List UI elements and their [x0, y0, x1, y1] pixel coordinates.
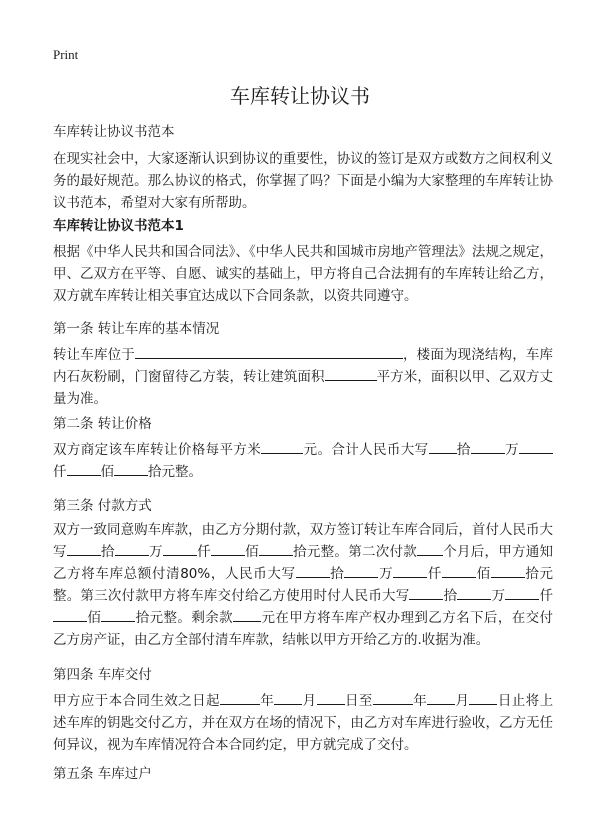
unit-bai: 佰: [100, 464, 114, 480]
blank: [491, 563, 525, 578]
blank: [457, 585, 491, 600]
unit-shi: 拾: [443, 588, 458, 604]
unit-wan: 万: [148, 544, 163, 560]
blank-unit-price: [261, 439, 303, 454]
article-1-text-3: 平方米，面积以甲、乙双方丈量为准。: [53, 369, 554, 407]
unit-bai: 佰: [244, 544, 259, 560]
article-2-text-1: 双方商定该车库转让价格每平方米: [53, 442, 262, 458]
unit-end: 拾元整。: [53, 566, 554, 604]
unit-shi: 拾: [456, 442, 471, 458]
sample-heading: 车库转让协议书范本1: [53, 218, 184, 234]
unit-bai: 佰: [87, 610, 102, 626]
blank: [67, 541, 101, 556]
blank-location: [135, 344, 403, 359]
unit-qian: 仟: [427, 566, 442, 582]
blank: [317, 690, 345, 705]
blank: [373, 690, 413, 705]
article-3-text-6: 元在甲方将车库产权办理到乙方名下后，在交付乙方房产证，由乙方全部付清车库款，结帐以甲方开给乙方的.收据为准。: [53, 610, 554, 648]
article-3-text-1: 双方一致同意购车库款，由乙方分期付款，双方签订转让车库合同后，首付人民币大写: [53, 522, 553, 560]
unit-bai: 佰: [476, 566, 491, 582]
unit-wan: 万: [504, 442, 520, 458]
article-1-text-2: ，楼面为现浇结构，车库内石灰粉刷，门窗留待乙方装，转让建筑面积: [53, 347, 554, 385]
blank: [427, 690, 455, 705]
blank: [519, 439, 553, 454]
article-1-text-1: 转让车库位于: [53, 347, 135, 363]
unit-shi: 拾: [329, 566, 345, 582]
preamble-paragraph: 根据《中华人民共和国合同法》、《中华人民共和国城市房地产管理法》法规之规定，甲、乙双方在平等、自愿、诚实的基础上，甲方将自己合法拥有的车库转让给乙方，双方就车库转让相关事宜达成以下合同条款，以资共同遵守。: [53, 244, 553, 304]
blank: [344, 563, 378, 578]
blank-months: [417, 541, 443, 556]
article-4-heading: 第四条 车库交付: [53, 667, 152, 683]
article-1-heading: 第一条 转让车库的基本情况: [53, 321, 220, 337]
label-month: 月: [455, 693, 470, 709]
article-3-body: [53, 519, 553, 651]
unit-qian: 仟: [196, 544, 211, 560]
article-2-heading: 第二条 转让价格: [53, 416, 152, 432]
unit-wan: 万: [378, 566, 394, 582]
blank: [115, 541, 149, 556]
label-day-to: 日至: [344, 693, 373, 709]
unit-qian: 仟: [539, 588, 554, 604]
blank: [469, 690, 497, 705]
document-subtitle: 车库转让协议书范本: [53, 124, 175, 140]
unit-shi: 拾: [100, 544, 115, 560]
blank: [442, 563, 476, 578]
label-year: 年: [259, 693, 275, 709]
blank: [393, 563, 427, 578]
blank: [67, 461, 101, 476]
blank: [163, 541, 197, 556]
blank: [296, 563, 330, 578]
article-4-text-2: 日止将上述车库的钥匙交付乙方，并在双方在场的情况下，由乙方对车库进行验收，乙方无任何异议，视为车库情况符合本合同约定，甲方就完成了交付。: [53, 693, 554, 753]
unit-end: 拾元整。: [292, 544, 349, 560]
unit-qian: 仟: [53, 464, 67, 480]
blank: [53, 607, 87, 622]
intro-paragraph: 在现实社会中，大家逐渐认识到协议的重要性，协议的签订是双方或数方之间权利义务的最好规范。那么协议的格式，你掌握了吗？下面是小编为大家整理的车库转让协议书范本，希望对大家有所帮助。: [53, 151, 553, 211]
blank: [211, 541, 245, 556]
blank: [429, 439, 457, 454]
article-3-text-3: 个月后，甲方通知乙方将车库总额付清80%，人民币大写: [53, 544, 554, 582]
article-3-text-5: 剩余款: [191, 610, 234, 626]
unit-end: 拾元整。: [135, 610, 192, 626]
blank: [220, 690, 260, 705]
blank: [505, 585, 539, 600]
article-2-body: [53, 439, 553, 483]
blank: [471, 439, 505, 454]
blank: [101, 607, 135, 622]
article-1-body: [53, 344, 553, 410]
article-2-text-2: 元。合计人民币大写: [303, 442, 429, 458]
label-year: 年: [412, 693, 428, 709]
print-label: Print: [53, 47, 79, 62]
article-3-text-2: 第二次付款: [348, 544, 417, 560]
article-4-text-1: 甲方应于本合同生效之日起: [53, 693, 220, 709]
unit-wan: 万: [491, 588, 506, 604]
blank-area: [325, 366, 377, 381]
blank: [259, 541, 293, 556]
unit-end: 拾元整。: [148, 464, 202, 480]
article-3-heading: 第三条 付款方式: [53, 498, 152, 514]
blank: [114, 461, 148, 476]
blank: [409, 585, 443, 600]
article-4-body: [53, 690, 553, 756]
label-month: 月: [302, 693, 317, 709]
blank-remainder: [233, 607, 261, 622]
article-3-text-4: 第三次付款甲方将车库交付给乙方使用时付人民币大写: [80, 588, 410, 604]
blank: [274, 690, 302, 705]
article-5-heading: 第五条 车库过户: [53, 766, 152, 782]
document-title: 车库转让协议书: [230, 84, 370, 108]
